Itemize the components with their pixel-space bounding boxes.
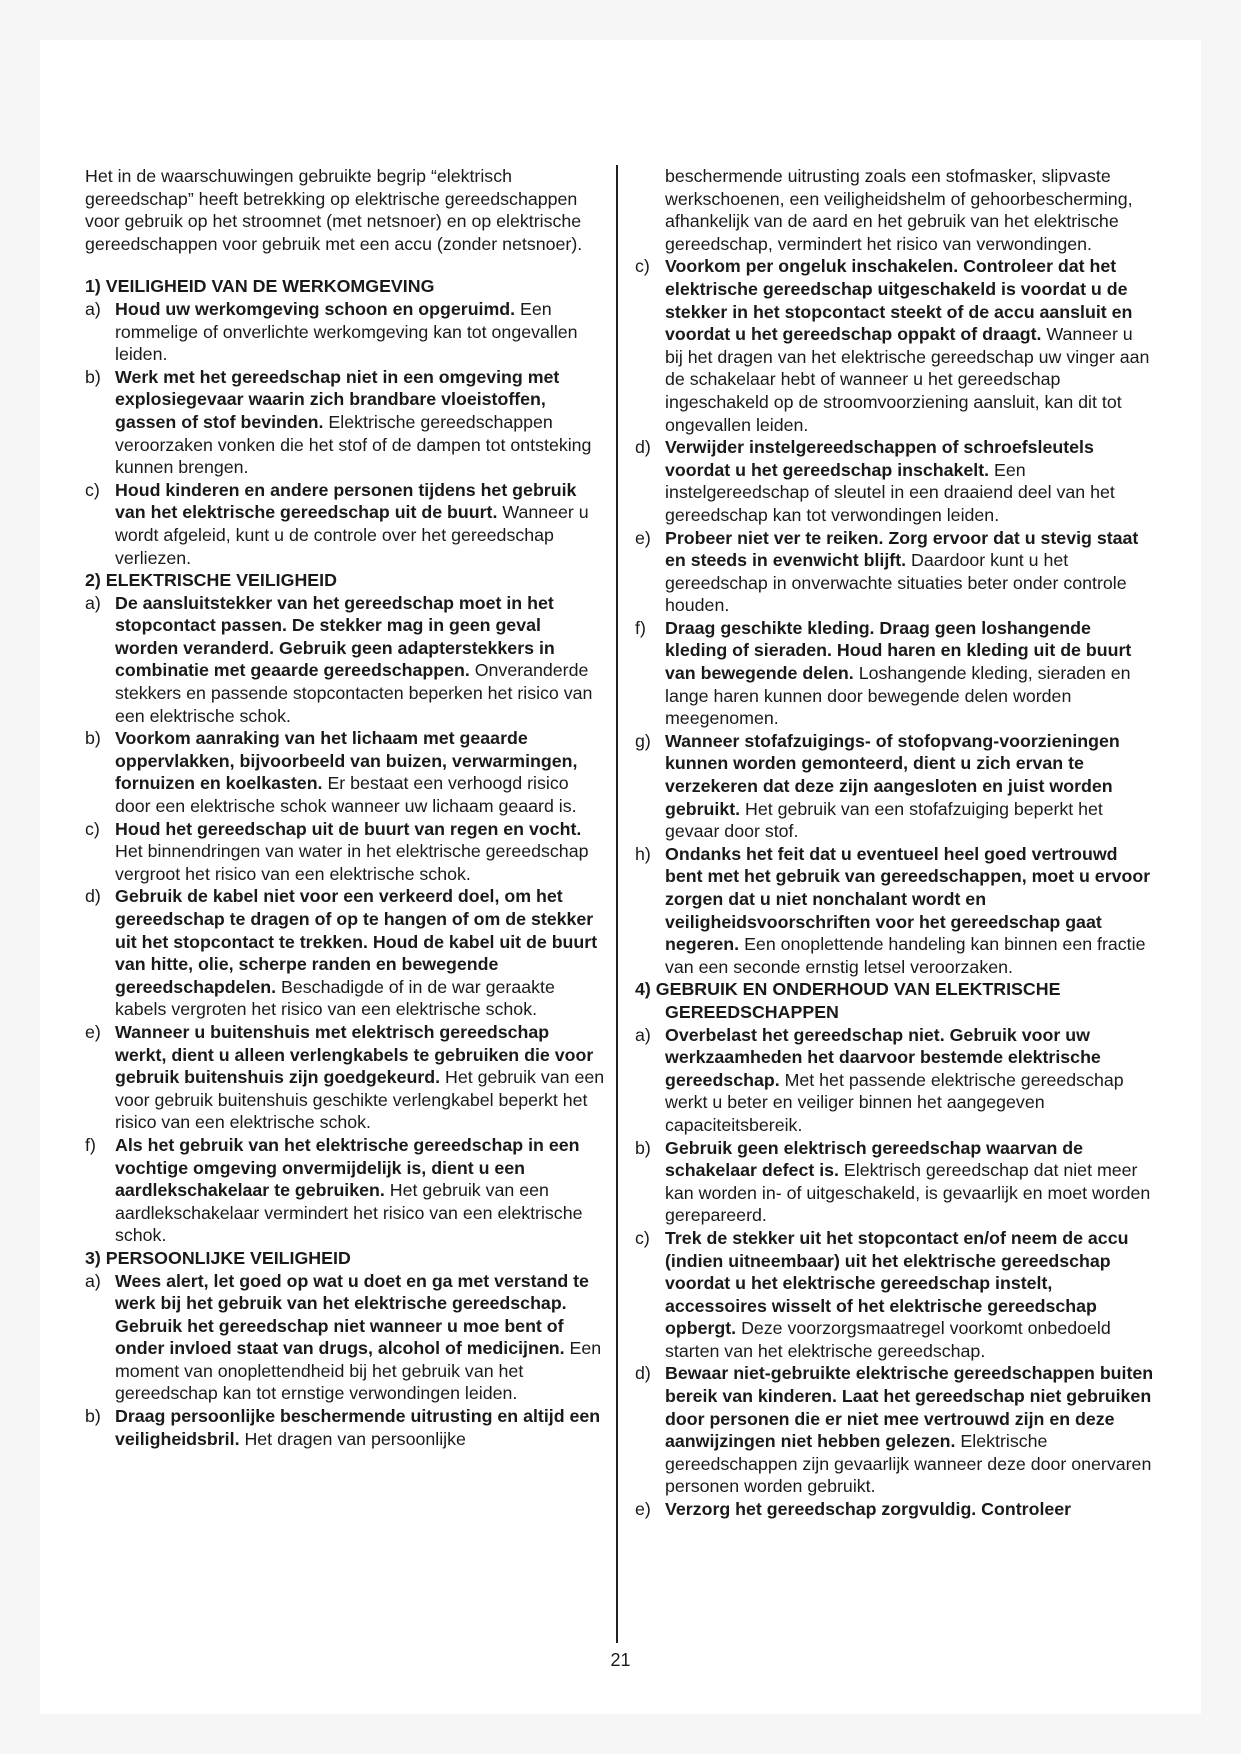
list-item: b) Voorkom aanraking van het lichaam met geaarde oppervlakken, bijvoorbeeld van buizen, verwarmingen, fornuizen en koelkasten. Er bestaat een verhoogd risico door een elektrische schok wanneer uw lichaam geaard is. bbox=[85, 728, 578, 817]
intro-paragraph: Het in de waarschuwingen gebruikte begrip “elektrisch gereedschap” heeft betrekking op elektrische gereedschappen voor gebruik op het stroomnet (met netsnoer) en op elektrische gereedschappen voor gebruik met een accu (zonder netsnoer). bbox=[85, 166, 583, 254]
list-item: c) Voorkom per ongeluk inschakelen. Controleer dat het elektrische gereedschap uitgeschakeld is voordat u de stekker in het stopcontact steekt of de accu aansluit en voordat u het gereedschap oppakt of draagt. Wanneer u bij het dragen van het elektrische gereedschap uw vinger aan de schakelaar hebt of wanneer u het gereedschap ingeschakeld op de stroomvoorziening aansluit, kan dit tot ongevallen leiden. bbox=[635, 256, 1150, 435]
right-column bbox=[635, 165, 1155, 1521]
list-item: a) Wees alert, let goed op wat u doet en ga met verstand te werk bij het gebruik van het elektrische gereedschap. Gebruik het gereedschap niet wanneer u moe bent of onder invloed staat van drugs, alcohol of medicijnen. Een moment van onoplettendheid bij het gebruik van het gereedschap kan tot ernstige verwondingen leiden. bbox=[85, 1270, 602, 1404]
section-1-title: 1) VEILIGHEID VAN DE WERKOMGEVING bbox=[85, 276, 435, 297]
list-item: e) Probeer niet ver te reiken. Zorg ervoor dat u stevig staat en steeds in evenwicht blijft. Daardoor kunt u het gereedschap in onverwachte situaties beter onder controle houden. bbox=[635, 527, 1139, 616]
list-item: b) Draag persoonlijke beschermende uitrusting en altijd een veiligheidsbril. Het dragen van persoonlijke bbox=[85, 1406, 601, 1449]
list-item: e) Verzorg het gereedschap zorgvuldig. Controleer bbox=[635, 1499, 1072, 1520]
section-2-title: 2) ELEKTRISCHE VEILIGHEID bbox=[85, 570, 337, 591]
list-item: a) Houd uw werkomgeving schoon en opgeruimd. Een rommelige of onverlichte werkomgeving kan tot ongevallen leiden. bbox=[85, 298, 578, 365]
list-item: c) Trek de stekker uit het stopcontact en/of neem de accu (indien uitneembaar) uit het elektrische gereedschap voordat u het elektrische gereedschap instelt, accessoires wisselt of het elektrische gereedschap opbergt. Deze voorzorgsmaatregel voorkomt onbedoeld starten van het elektrische gereedschap. bbox=[635, 1227, 1129, 1361]
column-divider bbox=[616, 165, 618, 1643]
list-item: d) Verwijder instelgereedschappen of schroefsleutels voordat u het gereedschap inschakelt. Een instelgereedschap of sleutel in een draaiend deel van het gereedschap kan tot verwondingen leiden. bbox=[635, 437, 1115, 525]
page-number: 21 bbox=[610, 1650, 631, 1670]
section-3-title: 3) PERSOONLIJKE VEILIGHEID bbox=[85, 1247, 351, 1268]
continuation-paragraph: beschermende uitrusting zoals een stofmasker, slipvaste werkschoenen, een veiligheidshelm of gehoorbescherming, afhankelijk van de aard en het gebruik van het elektrische gereedschap, vermindert het risico van verwondingen. bbox=[665, 166, 1133, 254]
list-item: b) Werk met het gereedschap niet in een omgeving met explosiegevaar waarin zich brandbare vloeistoffen, gassen of stof bevinden. Elektrische gereedschappen veroorzaken vonken die het stof of de dampen tot ontsteking kunnen brengen. bbox=[85, 366, 592, 478]
list-item: f) Draag geschikte kleding. Draag geen loshangende kleding of sieraden. Houd haren en kleding uit de buurt van bewegende delen. Loshangende kleding, sieraden en lange haren kunnen door bewegende delen worden meegenomen. bbox=[635, 617, 1132, 729]
list-item: a) De aansluitstekker van het gereedschap moet in het stopcontact passen. De stekker mag in geen geval worden veranderd. Gebruik geen adapterstekkers in combinatie met geaarde gereedschappen. Onveranderde stekkers en passende stopcontacten beperken het risico van een elektrische schok. bbox=[85, 592, 593, 726]
section-4-title: 4) GEBRUIK EN ONDERHOUD VAN ELEKTRISCHE GEREEDSCHAPPEN bbox=[635, 979, 1061, 1022]
list-item: b) Gebruik geen elektrisch gereedschap waarvan de schakelaar defect is. Elektrisch gereedschap dat niet meer kan worden in- of uitgeschakeld, is gevaarlijk en moet worden gerepareerd. bbox=[635, 1137, 1151, 1226]
list-item: h) Ondanks het feit dat u eventueel heel goed vertrouwd bent met het gebruik van gereedschappen, moet u ervoor zorgen dat u niet nonchalant wordt en veiligheidsvoorschriften voor het gereedschap gaat negeren. Een onoplettende handeling kan binnen een fractie van een seconde ernstig letsel veroorzaken. bbox=[635, 843, 1151, 977]
list-item: c) Houd het gereedschap uit de buurt van regen en vocht. Het binnendringen van water in het elektrische gereedschap vergroot het risico van een elektrische schok. bbox=[85, 818, 589, 884]
list-item: d) Gebruik de kabel niet voor een verkeerd doel, om het gereedschap te dragen of op te hangen of om de stekker uit het stopcontact te trekken. Houd de kabel uit de buurt van hitte, olie, scherpe randen en bewegende gereedschapdelen. Beschadigde of in de war geraakte kabels vergroten het risico van een elektrische schok. bbox=[85, 886, 598, 1020]
left-column bbox=[85, 165, 605, 1450]
list-item: a) Overbelast het gereedschap niet. Gebruik voor uw werkzaamheden het daarvoor bestemde elektrische gereedschap. Met het passende elektrische gereedschap werkt u beter en veiliger binnen het aangegeven capaciteitsbereik. bbox=[635, 1024, 1124, 1135]
list-item: f) Als het gebruik van het elektrische gereedschap in een vochtige omgeving onvermijdelijk is, dient u een aardlekschakelaar te gebruiken. Het gebruik van een aardlekschakelaar vermindert het risico van een elektrische schok. bbox=[85, 1134, 583, 1246]
list-item: e) Wanneer u buitenshuis met elektrisch gereedschap werkt, dient u alleen verlengkabels te gebruiken die voor gebruik buitenshuis zijn goedgekeurd. Het gebruik van een voor gebruik buitenshuis geschikte verlengkabel beperkt het risico van een elektrische schok. bbox=[85, 1021, 605, 1133]
list-item: g) Wanneer stofafzuigings- of stofopvang-voorzieningen kunnen worden gemonteerd, dient u zich ervan te verzekeren dat deze zijn aangesloten en juist worden gebruikt. Het gebruik van een stofafzuiging beperkt het gevaar door stof. bbox=[635, 730, 1120, 842]
list-item: d) Bewaar niet-gebruikte elektrische gereedschappen buiten bereik van kinderen. Laat het gereedschap niet gebruiken door personen die er niet mee vertrouwd zijn en deze aanwijzingen niet hebben gelezen. Elektrische gereedschappen zijn gevaarlijk wanneer deze door onervaren personen worden gebruikt. bbox=[635, 1363, 1154, 1497]
list-item: c) Houd kinderen en andere personen tijdens het gebruik van het elektrische gereedschap uit de buurt. Wanneer u wordt afgeleid, kunt u de controle over het gereedschap verliezen. bbox=[85, 479, 589, 568]
